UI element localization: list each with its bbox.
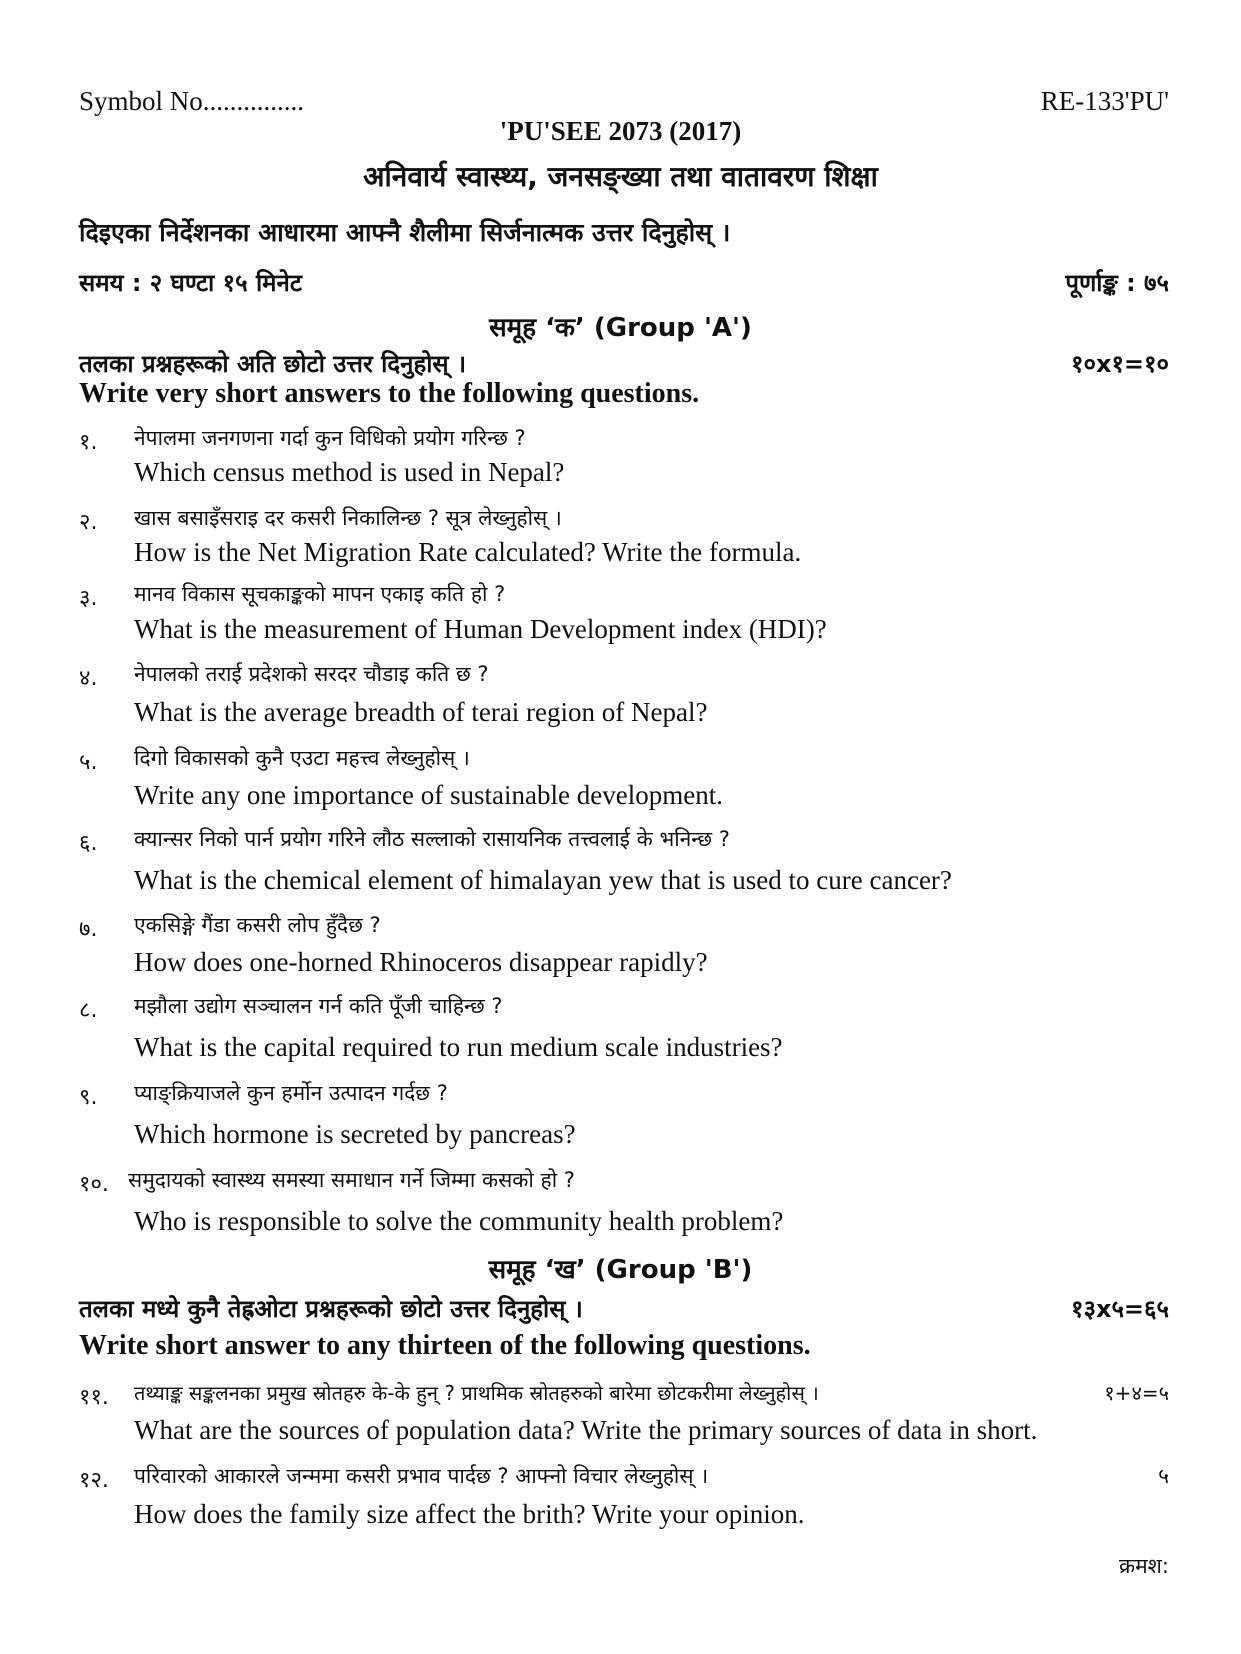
- question-text-np: एकसिङ्गे गैंडा कसरी लोप हुँदैछ ?: [134, 913, 381, 937]
- question-text-en: What is the chemical element of himalayan yew that is used to cure cancer?: [134, 865, 952, 895]
- question-marks: ५: [1158, 1464, 1169, 1488]
- question-number: २.: [79, 510, 98, 535]
- question-number: ४.: [79, 666, 98, 691]
- question-text-np: प्याङ्क्रियाजले कुन हर्मोन उत्पादन गर्दछ ?: [134, 1081, 448, 1105]
- question-text-en: What are the sources of population data? Write the primary sources of data in short.: [134, 1415, 1038, 1445]
- question-number: ७.: [79, 917, 98, 942]
- question-text-np: समुदायको स्वास्थ्य समस्या समाधान गर्ने जिम्मा कसको हो ?: [128, 1168, 575, 1192]
- group-b-title-text: समूह ‘ख’ (Group 'B'): [488, 1255, 753, 1285]
- group-a-marks: १०x१=१०: [1071, 350, 1169, 378]
- question-text-en: How does one-horned Rhinoceros disappear rapidly?: [134, 947, 708, 977]
- exam-title-row: [0, 116, 1241, 147]
- group-a-instruction-en: Write very short answers to the following questions.: [79, 378, 700, 409]
- question-text-en: How is the Net Migration Rate calculated? Write the formula.: [134, 537, 802, 567]
- question-number: ३.: [79, 586, 98, 611]
- group-b-instruction-en: Write short answer to any thirteen of the following questions.: [79, 1330, 811, 1361]
- question-text-np: परिवारको आकारले जन्ममा कसरी प्रभाव पार्दछ ? आफ्नो विचार लेख्नुहोस् ।: [134, 1464, 709, 1488]
- subject-title: अनिवार्य स्वास्थ्य, जनसङ्ख्या तथा वातावरण शिक्षा: [363, 160, 878, 193]
- exam-title: 'PU'SEE 2073 (2017): [499, 116, 742, 146]
- question-number: ६.: [79, 831, 98, 856]
- question-text-en: Which hormone is secreted by pancreas?: [134, 1119, 576, 1149]
- question-number: ८.: [79, 998, 98, 1023]
- question-number: ११.: [79, 1385, 109, 1410]
- group-b-title: [0, 1250, 1241, 1286]
- time-allowed: समय : २ घण्टा १५ मिनेट: [79, 269, 302, 297]
- question-number: ९.: [79, 1085, 98, 1110]
- symbol-number: Symbol No...............: [79, 86, 305, 116]
- question-text-np: नेपालमा जनगणना गर्दा कुन विधिको प्रयोग गरिन्छ ?: [134, 426, 526, 450]
- question-text-en: Write any one importance of sustainable development.: [134, 780, 723, 810]
- question-number: १०.: [79, 1172, 109, 1197]
- exam-code: RE-133'PU': [1040, 86, 1169, 116]
- group-a-title-text: समूह ‘क’ (Group 'A'): [489, 313, 752, 343]
- question-text-np: मझौला उद्योग सञ्चालन गर्न कति पूँजी चाहिन्छ ?: [134, 994, 503, 1018]
- question-text-en: Who is responsible to solve the community health problem?: [134, 1206, 784, 1236]
- group-a-title: [0, 308, 1241, 344]
- question-text-en: What is the measurement of Human Development index (HDI)?: [134, 614, 827, 644]
- question-number: ५.: [79, 750, 98, 775]
- question-text-np: नेपालको तराई प्रदेशको सरदर चौडाइ कति छ ?: [134, 662, 489, 686]
- question-text-np: खास बसाइँसराइ दर कसरी निकालिन्छ ? सूत्र लेख्नुहोस् ।: [134, 506, 562, 530]
- subject-row: [0, 157, 1241, 195]
- question-text-np: तथ्याङ्क सङ्कलनका प्रमुख स्रोतहरु के-के हुन् ? प्राथमिक स्रोतहरुको बारेमा छोटकरीमा लेख्नुहोस् ।: [134, 1381, 819, 1405]
- question-number: १.: [79, 430, 98, 455]
- question-text-en: What is the capital required to run medium scale industries?: [134, 1032, 783, 1062]
- group-b-marks: १३x५=६५: [1071, 1295, 1169, 1323]
- general-instruction: दिइएका निर्देशनका आधारमा आफ्नै शैलीमा सिर्जनात्मक उत्तर दिनुहोस् ।: [79, 218, 731, 247]
- question-number: १२.: [79, 1468, 109, 1493]
- question-text-np: मानव विकास सूचकाङ्कको मापन एकाइ कति हो ?: [134, 582, 506, 606]
- question-text-en: Which census method is used in Nepal?: [134, 457, 565, 487]
- continued-label: क्रमश:: [1118, 1554, 1169, 1578]
- question-text-np: दिगो विकासको कुनै एउटा महत्त्व लेख्नुहोस् ।: [134, 746, 470, 770]
- full-marks: पूर्णाङ्क : ७५: [1065, 269, 1169, 297]
- question-text-np: क्यान्सर निको पार्न प्रयोग गरिने लौठ सल्लाको रासायनिक तत्त्वलाई के भनिन्छ ?: [134, 827, 730, 851]
- group-a-instruction-np: तलका प्रश्नहरूको अति छोटो उत्तर दिनुहोस् ।: [79, 350, 467, 378]
- question-text-en: What is the average breadth of terai region of Nepal?: [134, 697, 708, 727]
- question-text-en: How does the family size affect the brith? Write your opinion.: [134, 1499, 805, 1529]
- group-b-instruction-np: तलका मध्ये कुनै तेह्रओटा प्रश्नहरूको छोटो उत्तर दिनुहोस् ।: [79, 1295, 583, 1323]
- question-marks: १+४=५: [1104, 1381, 1169, 1405]
